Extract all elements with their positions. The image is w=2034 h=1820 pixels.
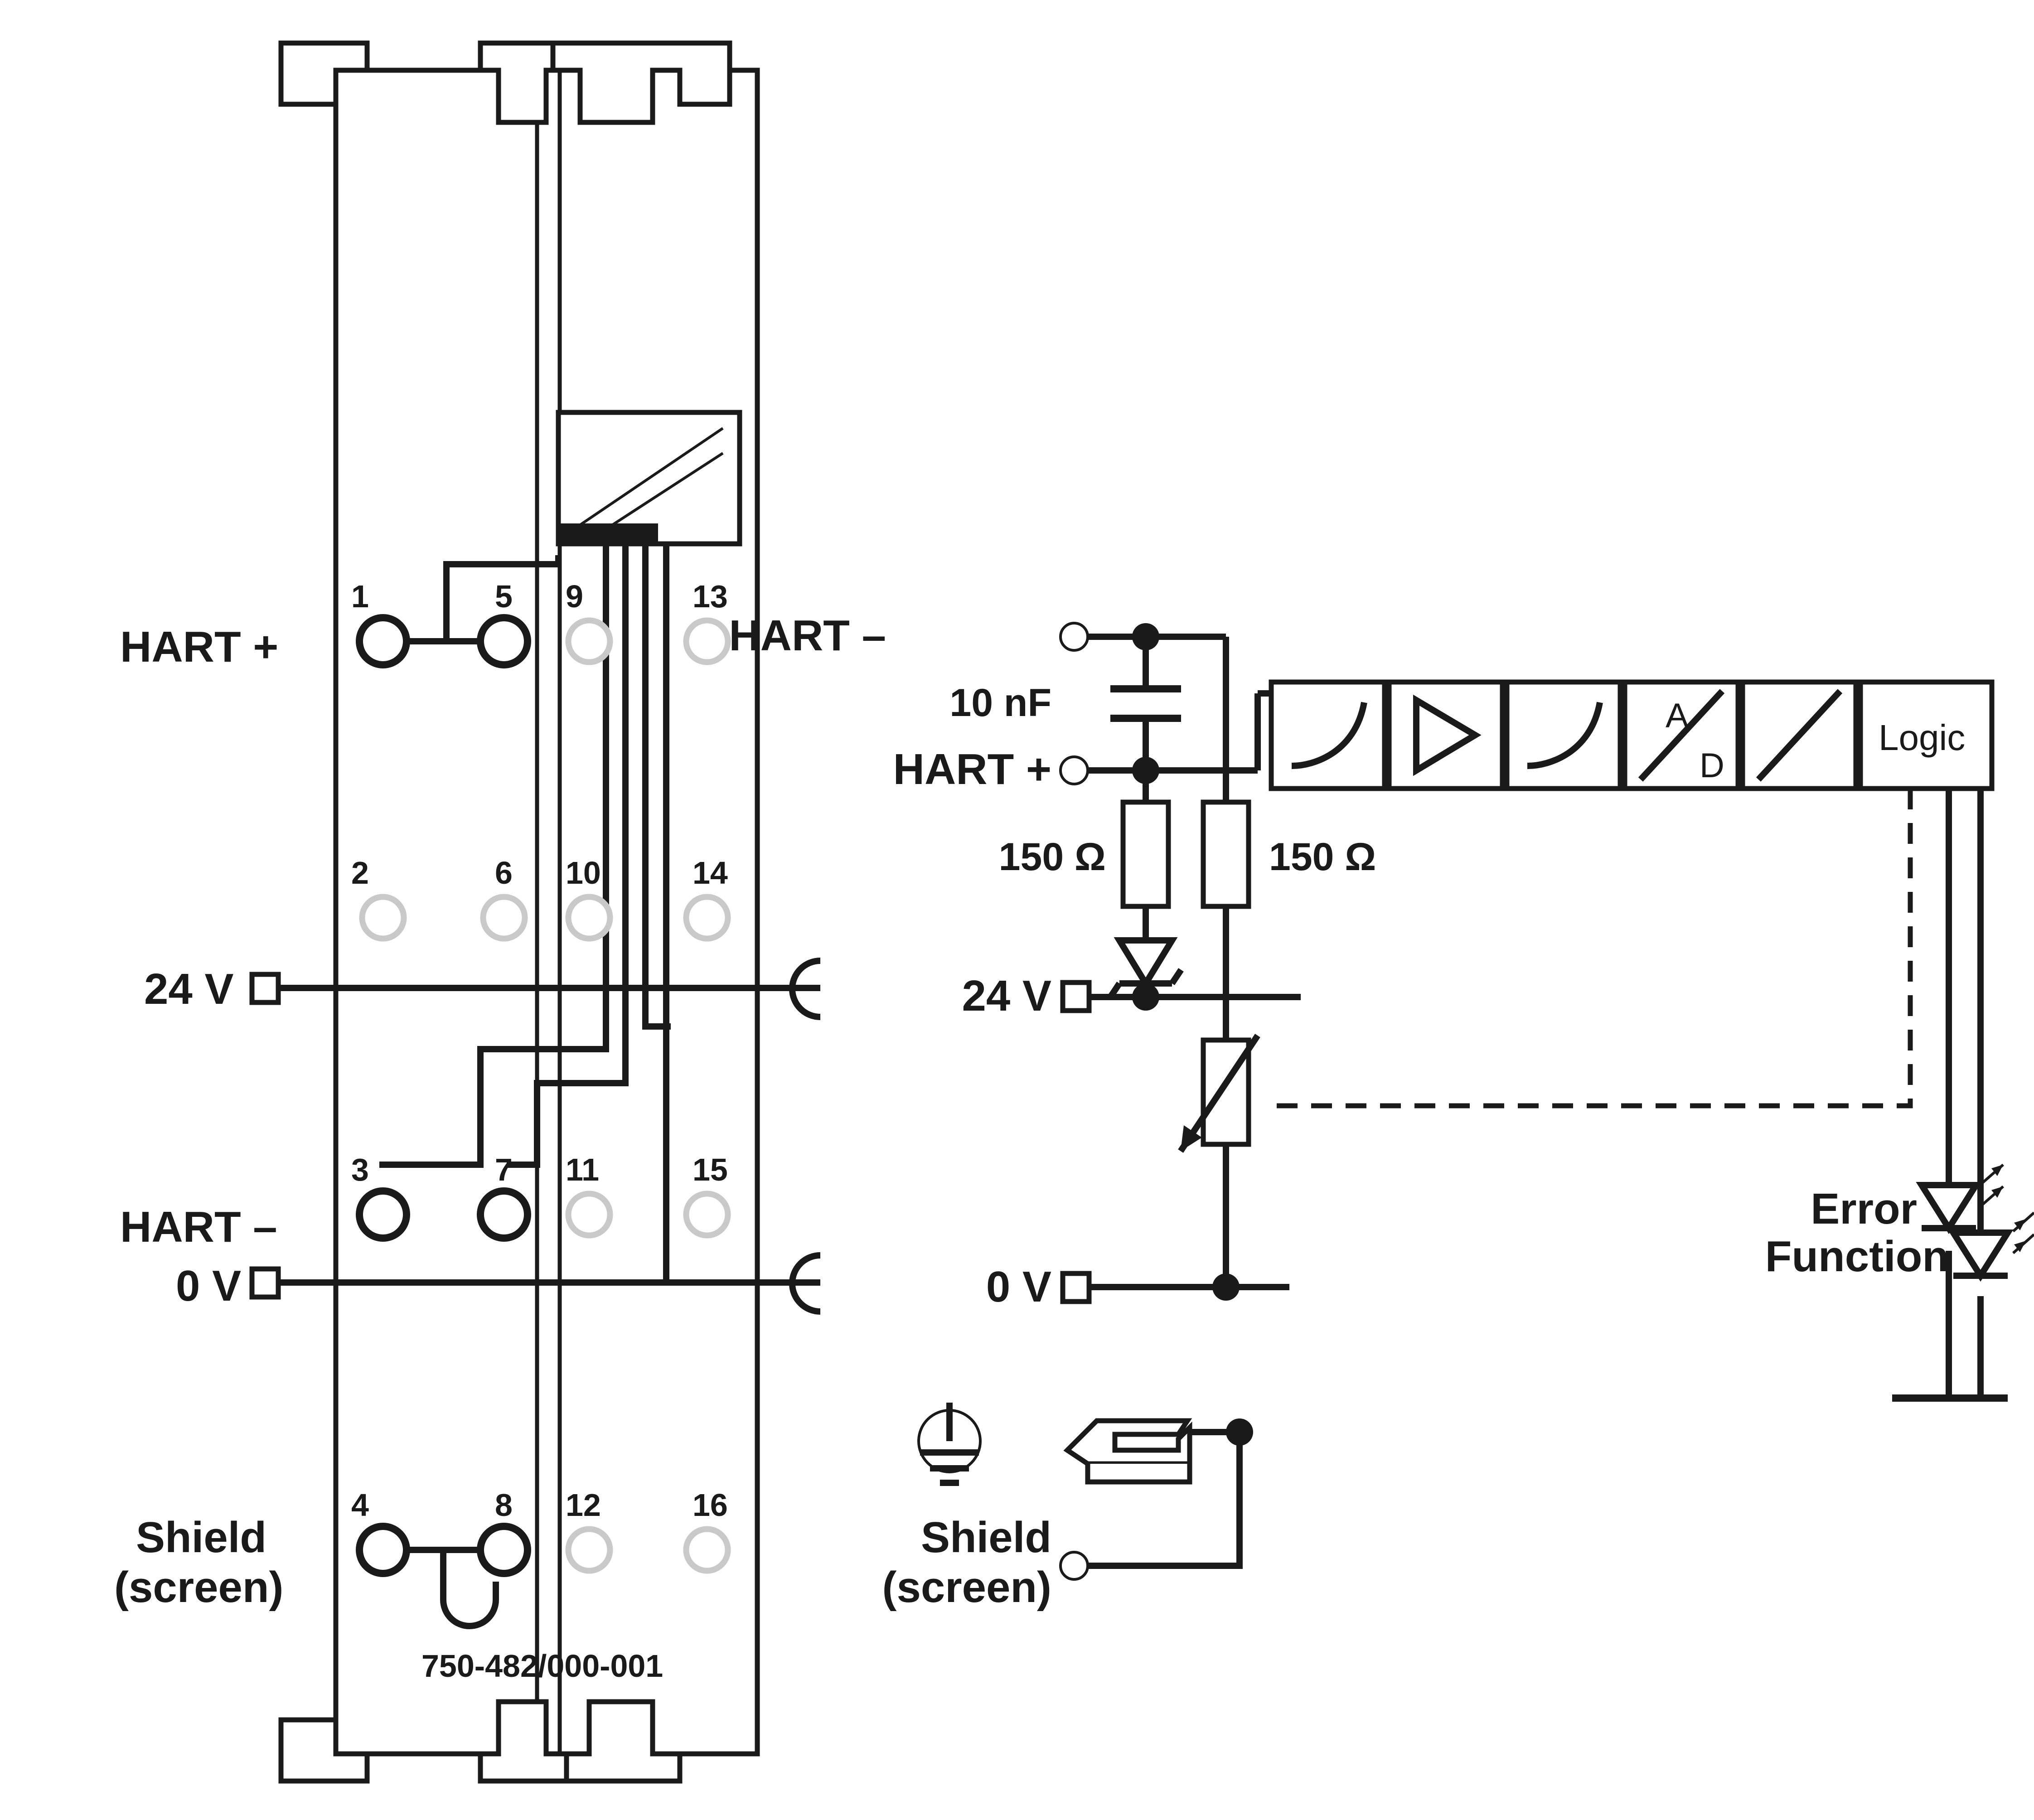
label-hart-plus-left: HART + (120, 623, 279, 671)
schematic-0v-node (1063, 1273, 1289, 1302)
variable-resistor (1181, 997, 1258, 1287)
pin-label-9: 9 (566, 579, 583, 614)
label-resistor-right-value: 150 Ω (1269, 835, 1376, 879)
pin-label-13: 13 (693, 579, 728, 614)
label-24v-right: 24 V (962, 972, 1051, 1020)
pin-label-11: 11 (566, 1152, 599, 1187)
pin-label-2: 2 (351, 855, 369, 891)
label-converter-d: D (1700, 746, 1724, 785)
label-24v-left: 24 V (144, 965, 234, 1013)
label-shield-left-1: Shield (136, 1513, 267, 1562)
label-error-led: Error (1811, 1185, 1917, 1233)
label-hart-plus-right: HART + (893, 745, 1051, 794)
module-isolation-symbol (558, 412, 740, 544)
resistor-150-left (1123, 770, 1168, 940)
pin-label-5: 5 (495, 579, 513, 614)
din-rail-icon (1067, 1418, 1253, 1482)
pin-label-8: 8 (495, 1487, 513, 1523)
label-0v-right: 0 V (986, 1263, 1051, 1311)
pin-label-15: 15 (693, 1152, 728, 1187)
label-converter-a: A (1666, 697, 1689, 735)
schematic-24v-node (1063, 983, 1301, 1011)
label-capacitor-value: 10 nF (949, 681, 1051, 725)
resistor-150-right (1203, 637, 1249, 997)
label-shield-right-2: (screen) (882, 1563, 1051, 1612)
part-number-label: 750-482/000-001 (421, 1648, 663, 1684)
label-function-led: Function (1765, 1232, 1949, 1281)
pin-label-14: 14 (693, 855, 728, 891)
function-led-icon (1953, 1213, 2034, 1276)
label-hart-minus-right: HART – (729, 611, 886, 660)
capacitor-10nf (1110, 637, 1181, 770)
pin-label-3: 3 (351, 1152, 369, 1187)
pin-label-6: 6 (495, 855, 513, 891)
label-resistor-left-value: 150 Ω (998, 835, 1106, 879)
error-led-icon (1922, 1165, 2003, 1228)
pin-label-16: 16 (693, 1487, 728, 1523)
label-logic-block: Logic (1879, 717, 1966, 758)
earth-ground-icon (919, 1403, 980, 1483)
label-0v-left: 0 V (176, 1262, 242, 1310)
pin-label-12: 12 (566, 1487, 601, 1523)
label-shield-left-2: (screen) (114, 1563, 284, 1612)
pin-label-4: 4 (351, 1487, 369, 1523)
pin-label-7: 7 (495, 1152, 513, 1187)
pin-label-1: 1 (351, 579, 369, 614)
pin-label-10: 10 (566, 855, 601, 891)
label-hart-minus-left: HART – (120, 1203, 277, 1251)
label-shield-right-1: Shield (920, 1513, 1051, 1562)
led-drive-lines (1892, 789, 2008, 1398)
